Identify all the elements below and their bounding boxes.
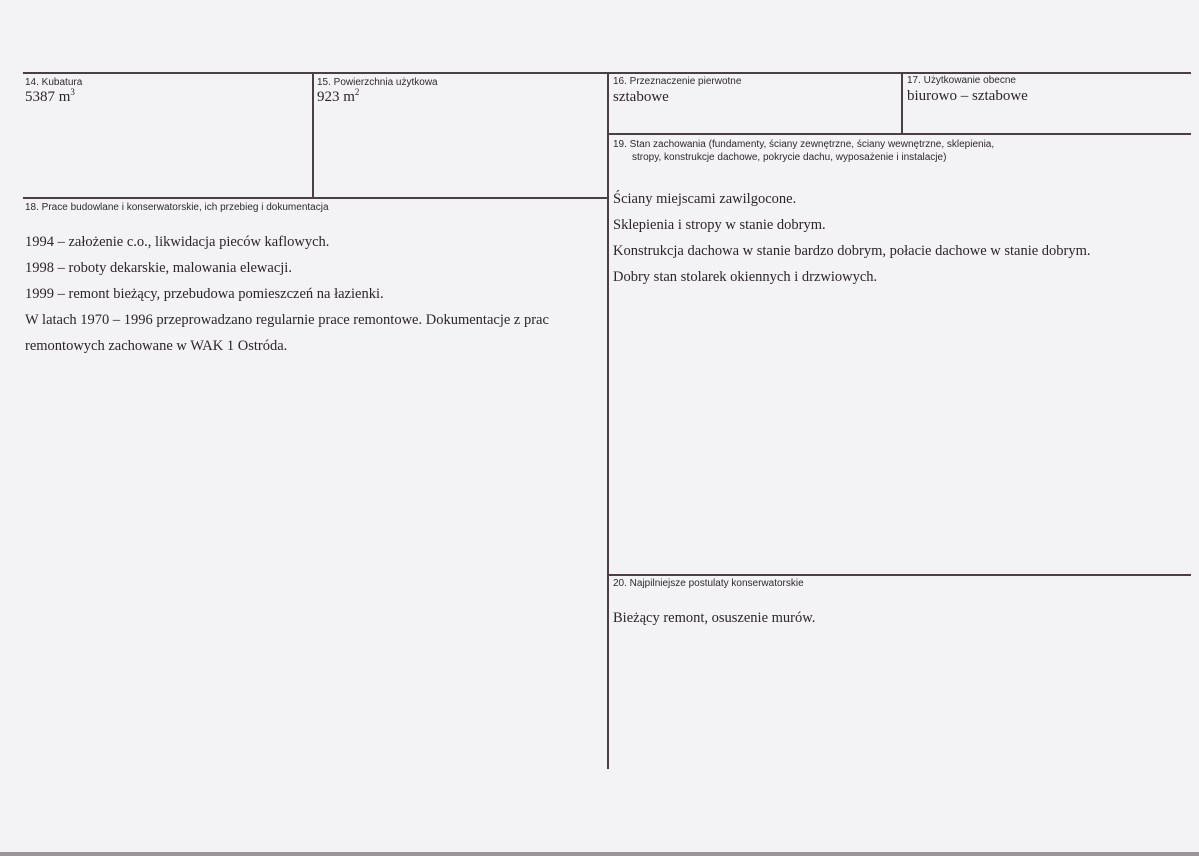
field-18-label: 18. Prace budowlane i konserwatorskie, ich przebieg i dokumentacja [25, 202, 329, 213]
field-14-label: 14. Kubatura [25, 77, 83, 88]
field-20-text [613, 605, 815, 631]
divider-14-15 [312, 72, 314, 198]
field-15-value [317, 89, 359, 106]
divider-16-17 [901, 72, 903, 134]
field-18-line: W latach 1970 – 1996 przeprowadzano regularnie prace remontowe. Dokumentacje z prac [25, 312, 549, 328]
field-17-value: biurowo – sztabowe [907, 88, 1028, 104]
field-14-value [25, 89, 75, 106]
field-19-line: Sklepienia i stropy w stanie dobrym. [613, 217, 826, 233]
field-18-line: 1998 – roboty dekarskie, malowania elewacji. [25, 260, 292, 276]
field-15-label: 15. Powierzchnia użytkowa [317, 77, 438, 88]
field-19-label-line2: stropy, konstrukcje dachowe, pokrycie dachu, wyposażenie i instalacje) [632, 152, 947, 163]
field-14-exponent: 3 [70, 87, 75, 97]
field-16-value: sztabowe [613, 89, 669, 105]
rule-above-18 [23, 197, 608, 199]
field-20-line: Bieżący remont, osuszenie murów. [613, 610, 816, 626]
field-19-line: Dobry stan stolarek okiennych i drzwiowych. [613, 269, 878, 285]
field-18-line: remontowych zachowane w WAK 1 Ostróda. [25, 338, 288, 354]
field-18-line: 1999 – remont bieżący, przebudowa pomieszczeń na łazienki. [25, 286, 384, 302]
field-17-label: 17. Użytkowanie obecne [907, 75, 1016, 86]
field-19-label-line1: 19. Stan zachowania (fundamenty, ściany zewnętrzne, ściany wewnętrzne, sklepienia, [613, 139, 995, 150]
rule-under-16-17 [607, 133, 1191, 135]
field-19-line: Konstrukcja dachowa w stanie bardzo dobrym, połacie dachowe w stanie dobrym. [613, 243, 1091, 259]
field-18-text [25, 229, 549, 359]
field-19-line: Ściany miejscami zawilgocone. [613, 191, 797, 207]
field-18-line: 1994 – założenie c.o., likwidacja pieców kaflowych. [25, 234, 330, 250]
divider-main [607, 72, 609, 769]
rule-above-20 [607, 574, 1191, 576]
field-19-text [613, 186, 1091, 290]
field-15-exponent: 2 [354, 87, 360, 97]
scan-bottom-edge [0, 852, 1199, 856]
field-20-label: 20. Najpilniejsze postulaty konserwatorskie [613, 578, 804, 589]
field-15-number: 923 m [317, 89, 355, 105]
field-14-number: 5387 m [25, 89, 71, 105]
field-16-label: 16. Przeznaczenie pierwotne [613, 76, 742, 87]
